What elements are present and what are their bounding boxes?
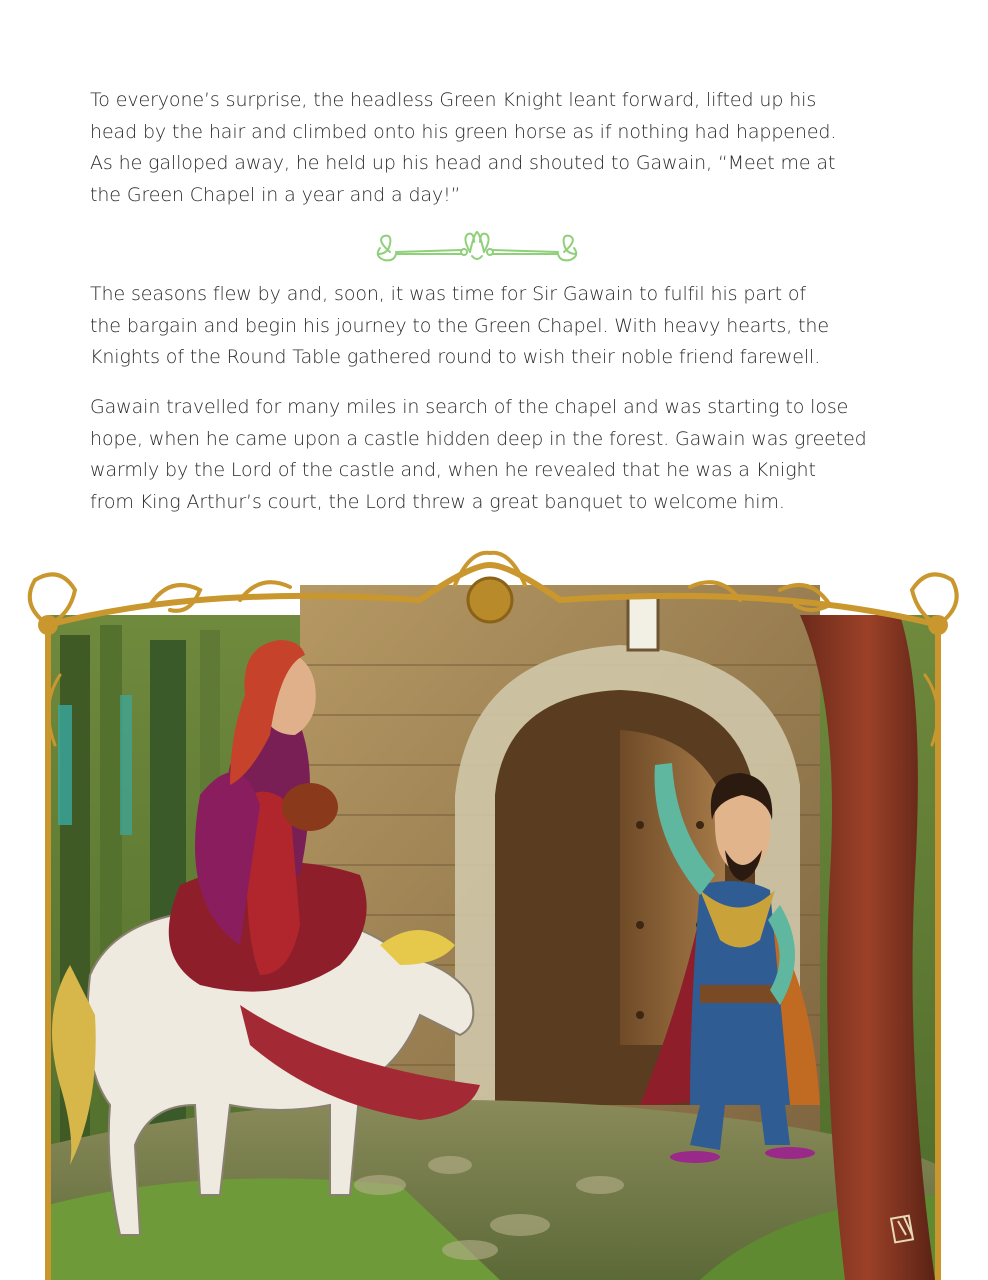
castle-scene-illustration [0,545,988,1280]
paragraph-line: warmly by the Lord of the castle and, when he revealed that he was a Knight [90,459,816,481]
paragraph-line: head by the hair and climbed onto his green horse as if nothing had happened. [90,120,837,143]
paragraph-line: Knights of the Round Table gathered round to wish their noble friend farewell. [90,346,821,368]
paragraph-line: hope, when he came upon a castle hidden deep in the forest. Gawain was greeted [90,427,867,450]
paragraph-2 [90,279,890,374]
paragraph-3 [90,392,890,518]
paragraph-line: To everyone’s surprise, the headless Green Knight leant forward, lifted up his [90,89,817,111]
paragraph-line: the Green Chapel in a year and a day!” [90,183,461,206]
paragraph-line: Gawain travelled for many miles in search of the chapel and was starting to lose [90,396,849,418]
frame-right-rosette-icon [928,615,948,635]
paragraph-1 [90,85,890,211]
paragraph-line: As he galloped away, he held up his head and shouted to Gawain, “Meet me at [90,152,836,174]
paragraph-line: the bargain and begin his journey to the Green Chapel. With heavy hearts, the [90,314,829,337]
frame-crest-icon [468,578,512,622]
frame-left-rosette-icon [38,615,58,635]
paragraph-line: from King Arthur’s court, the Lord threw a great banquet to welcome him. [90,490,785,513]
ornamental-divider-icon [370,226,584,270]
paragraph-line: The seasons flew by and, soon, it was time for Sir Gawain to fulfil his part of [90,283,806,305]
